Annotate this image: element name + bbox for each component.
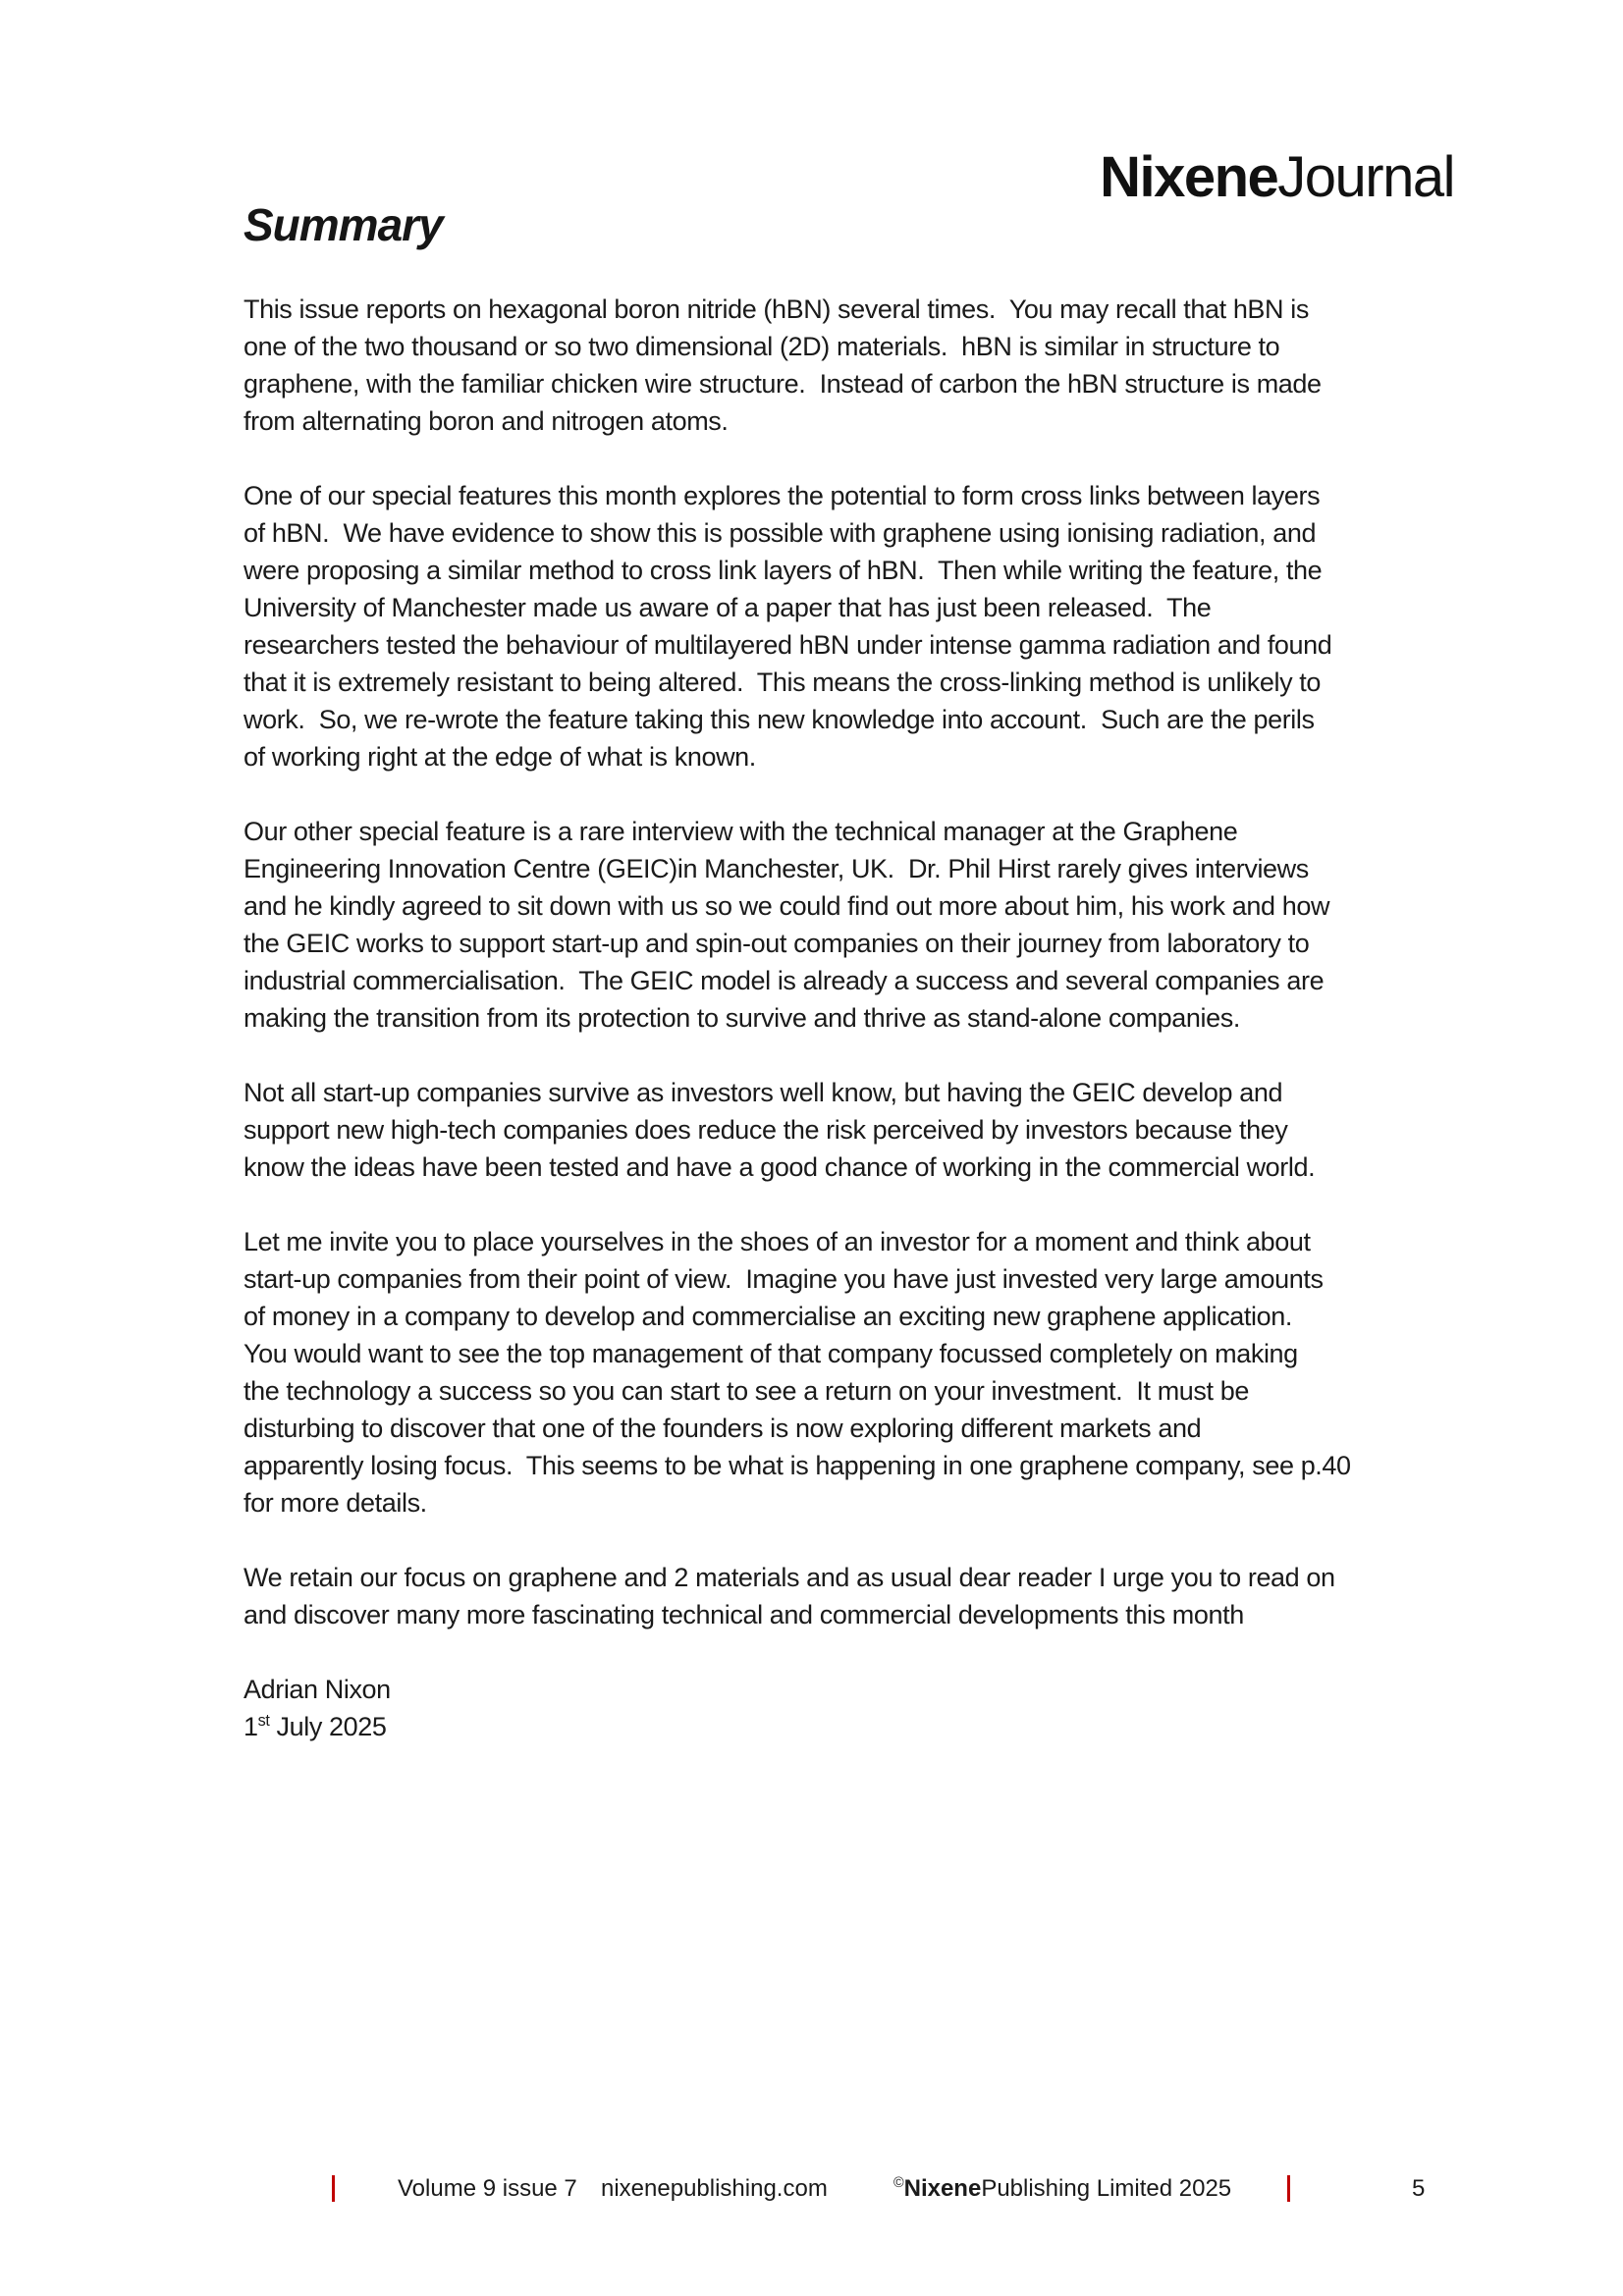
text-line: the GEIC works to support start-up and spin-out companies on their journey from laboratory to [243, 929, 1310, 958]
text-line: and he kindly agreed to sit down with us so we could find out more about him, his work and how [243, 891, 1330, 921]
text-line: apparently losing focus. This seems to be what is happening in one graphene company, see p.40 [243, 1451, 1351, 1480]
footer-divider-right [1287, 2175, 1290, 2202]
logo-text-bold: Nixene [1100, 145, 1278, 209]
text-line: from alternating boron and nitrogen atoms. [243, 406, 729, 436]
paragraph [243, 1223, 1427, 1522]
text-line: that it is extremely resistant to being altered. This means the cross-linking method is unlikely to [243, 667, 1322, 697]
text-line: for more details. [243, 1488, 427, 1518]
text-line: of hBN. We have evidence to show this is possible with graphene using ionising radiation, and [243, 518, 1317, 548]
text-line: Our other special feature is a rare interview with the technical manager at the Graphene [243, 817, 1238, 846]
text-line: start-up companies from their point of view. Imagine you have just invested very large amounts [243, 1264, 1324, 1294]
summary-section [243, 199, 1427, 1745]
text-line: One of our special features this month explores the potential to form cross links between layers [243, 481, 1321, 510]
paragraph [243, 813, 1427, 1037]
paragraph [243, 477, 1427, 775]
footer-website: nixenepublishing.com [601, 2175, 828, 2202]
paragraph [243, 1559, 1427, 1633]
text-line: disturbing to discover that one of the founders is now exploring different markets and [243, 1414, 1202, 1443]
logo-text-light: Journal [1277, 145, 1454, 209]
date-rest: July 2025 [269, 1712, 387, 1741]
text-line: industrial commercialisation. The GEIC model is already a success and several companies are [243, 966, 1325, 995]
text-line: Not all start-up companies survive as investors well know, but having the GEIC develop and [243, 1078, 1283, 1107]
signature-date [243, 1708, 1427, 1745]
signature-name: Adrian Nixon [243, 1675, 391, 1704]
text-line: Engineering Innovation Centre (GEIC)in Manchester, UK. Dr. Phil Hirst rarely gives interviews [243, 854, 1309, 883]
date-ordinal: st [257, 1712, 270, 1730]
date-day: 1 [243, 1712, 258, 1741]
text-line: University of Manchester made us aware of a paper that has just been released. The [243, 593, 1212, 622]
copyright-rest: Publishing Limited 2025 [981, 2175, 1232, 2202]
footer-volume: Volume 9 issue 7 [398, 2175, 577, 2202]
page-footer [0, 2171, 1623, 2215]
text-line: We retain our focus on graphene and 2 materials and as usual dear reader I urge you to read on [243, 1563, 1335, 1592]
footer-copyright [893, 2173, 1231, 2205]
text-line: of working right at the edge of what is known. [243, 742, 756, 772]
text-line: of money in a company to develop and commercialise an exciting new graphene application. [243, 1302, 1292, 1331]
text-line: making the transition from its protection to survive and thrive as stand-alone companies. [243, 1003, 1240, 1033]
text-line: You would want to see the top management of that company focussed completely on making [243, 1339, 1298, 1368]
signature-block [243, 1671, 1427, 1745]
text-line: work. So, we re-wrote the feature taking this new knowledge into account. Such are the perils [243, 705, 1315, 734]
text-line: know the ideas have been tested and have a good chance of working in the commercial world. [243, 1152, 1316, 1182]
text-line: the technology a success so you can start to see a return on your investment. It must be [243, 1376, 1249, 1406]
copyright-brand: Nixene [903, 2175, 982, 2202]
text-line: and discover many more fascinating technical and commercial developments this month [243, 1600, 1244, 1629]
text-line: This issue reports on hexagonal boron nitride (hBN) several times. You may recall that hBN is [243, 294, 1309, 324]
text-line: graphene, with the familiar chicken wire structure. Instead of carbon the hBN structure is made [243, 369, 1322, 399]
paragraph [243, 291, 1427, 440]
footer-page-number: 5 [1412, 2175, 1426, 2202]
paragraph [243, 1074, 1427, 1186]
text-line: Let me invite you to place yourselves in the shoes of an investor for a moment and think about [243, 1227, 1311, 1256]
text-line: support new high-tech companies does reduce the risk perceived by investors because they [243, 1115, 1288, 1145]
page-title: Summary [243, 199, 443, 250]
text-line: researchers tested the behaviour of multilayered hBN under intense gamma radiation and found [243, 630, 1332, 660]
text-line: one of the two thousand or so two dimensional (2D) materials. hBN is similar in structure to [243, 332, 1280, 361]
footer-divider-left [332, 2175, 335, 2202]
text-line: were proposing a similar method to cross link layers of hBN. Then while writing the feature, the [243, 556, 1323, 585]
copyright-icon: © [893, 2175, 904, 2191]
